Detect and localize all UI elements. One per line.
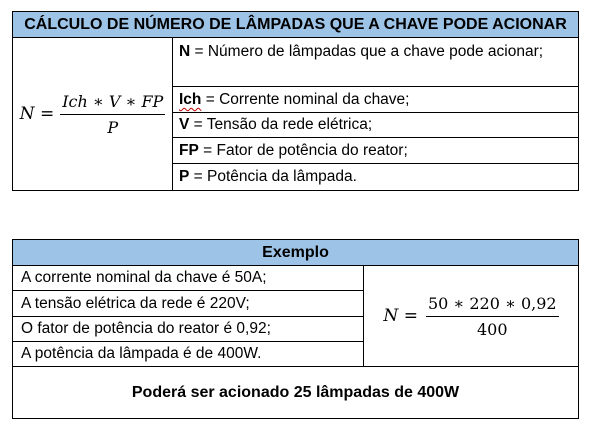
table2-title: Exemplo xyxy=(262,243,329,261)
example-formula-fraction xyxy=(426,294,559,339)
definition-term: N xyxy=(179,43,191,60)
formula-lhs: N = xyxy=(19,104,55,124)
definition-row xyxy=(173,113,578,138)
example-result: Poderá ser acionado 25 lâmpadas de 400W xyxy=(131,383,460,401)
example-formula-denominator: 400 xyxy=(476,319,508,339)
definition-text: = Tensão da rede elétrica; xyxy=(189,116,373,133)
lamp-calculation-table xyxy=(12,11,579,191)
table2-header xyxy=(13,240,578,266)
definition-text: = Número de lâmpadas que a chave pode acionar; xyxy=(190,43,544,60)
definition-term: Ich xyxy=(179,91,202,108)
statement-text: A potência da lâmpada é de 400W. xyxy=(21,345,262,362)
example-statement xyxy=(13,291,364,317)
definition-term: FP xyxy=(179,142,199,159)
table1-title: CÁLCULO DE NÚMERO DE LÂMPADAS QUE A CHAVE PODE ACIONAR xyxy=(24,15,567,33)
definition-term: P xyxy=(179,168,190,185)
example-statement xyxy=(13,266,364,291)
example-statement xyxy=(13,317,364,342)
definition-row xyxy=(173,38,578,87)
definition-row xyxy=(173,138,578,164)
table1-header xyxy=(13,12,578,38)
statement-text: A corrente nominal da chave é 50A; xyxy=(21,269,267,286)
formula-fraction xyxy=(60,92,165,137)
example-statement xyxy=(13,342,364,367)
definition-row xyxy=(173,87,578,113)
formula-numerator: Ich ∗ V ∗ FP xyxy=(60,92,165,115)
example-formula-cell xyxy=(364,266,578,367)
statement-text: A tensão elétrica da rede é 220V; xyxy=(21,295,250,312)
formula-denominator: P xyxy=(107,117,119,137)
statement-text: O fator de potência do reator é 0,92; xyxy=(21,320,271,337)
definition-text: = Corrente nominal da chave; xyxy=(201,91,410,108)
definition-text: = Potência da lâmpada. xyxy=(189,168,357,185)
example-formula-numerator: 50 ∗ 220 ∗ 0,92 xyxy=(426,294,559,317)
example-formula-lhs: N = xyxy=(383,306,418,326)
table1-formula-cell xyxy=(13,38,173,190)
definition-row xyxy=(173,164,578,190)
definition-text: = Fator de potência do reator; xyxy=(198,142,408,159)
example-result-cell xyxy=(13,367,578,418)
example-table xyxy=(12,239,579,419)
definition-term: V xyxy=(179,116,190,133)
